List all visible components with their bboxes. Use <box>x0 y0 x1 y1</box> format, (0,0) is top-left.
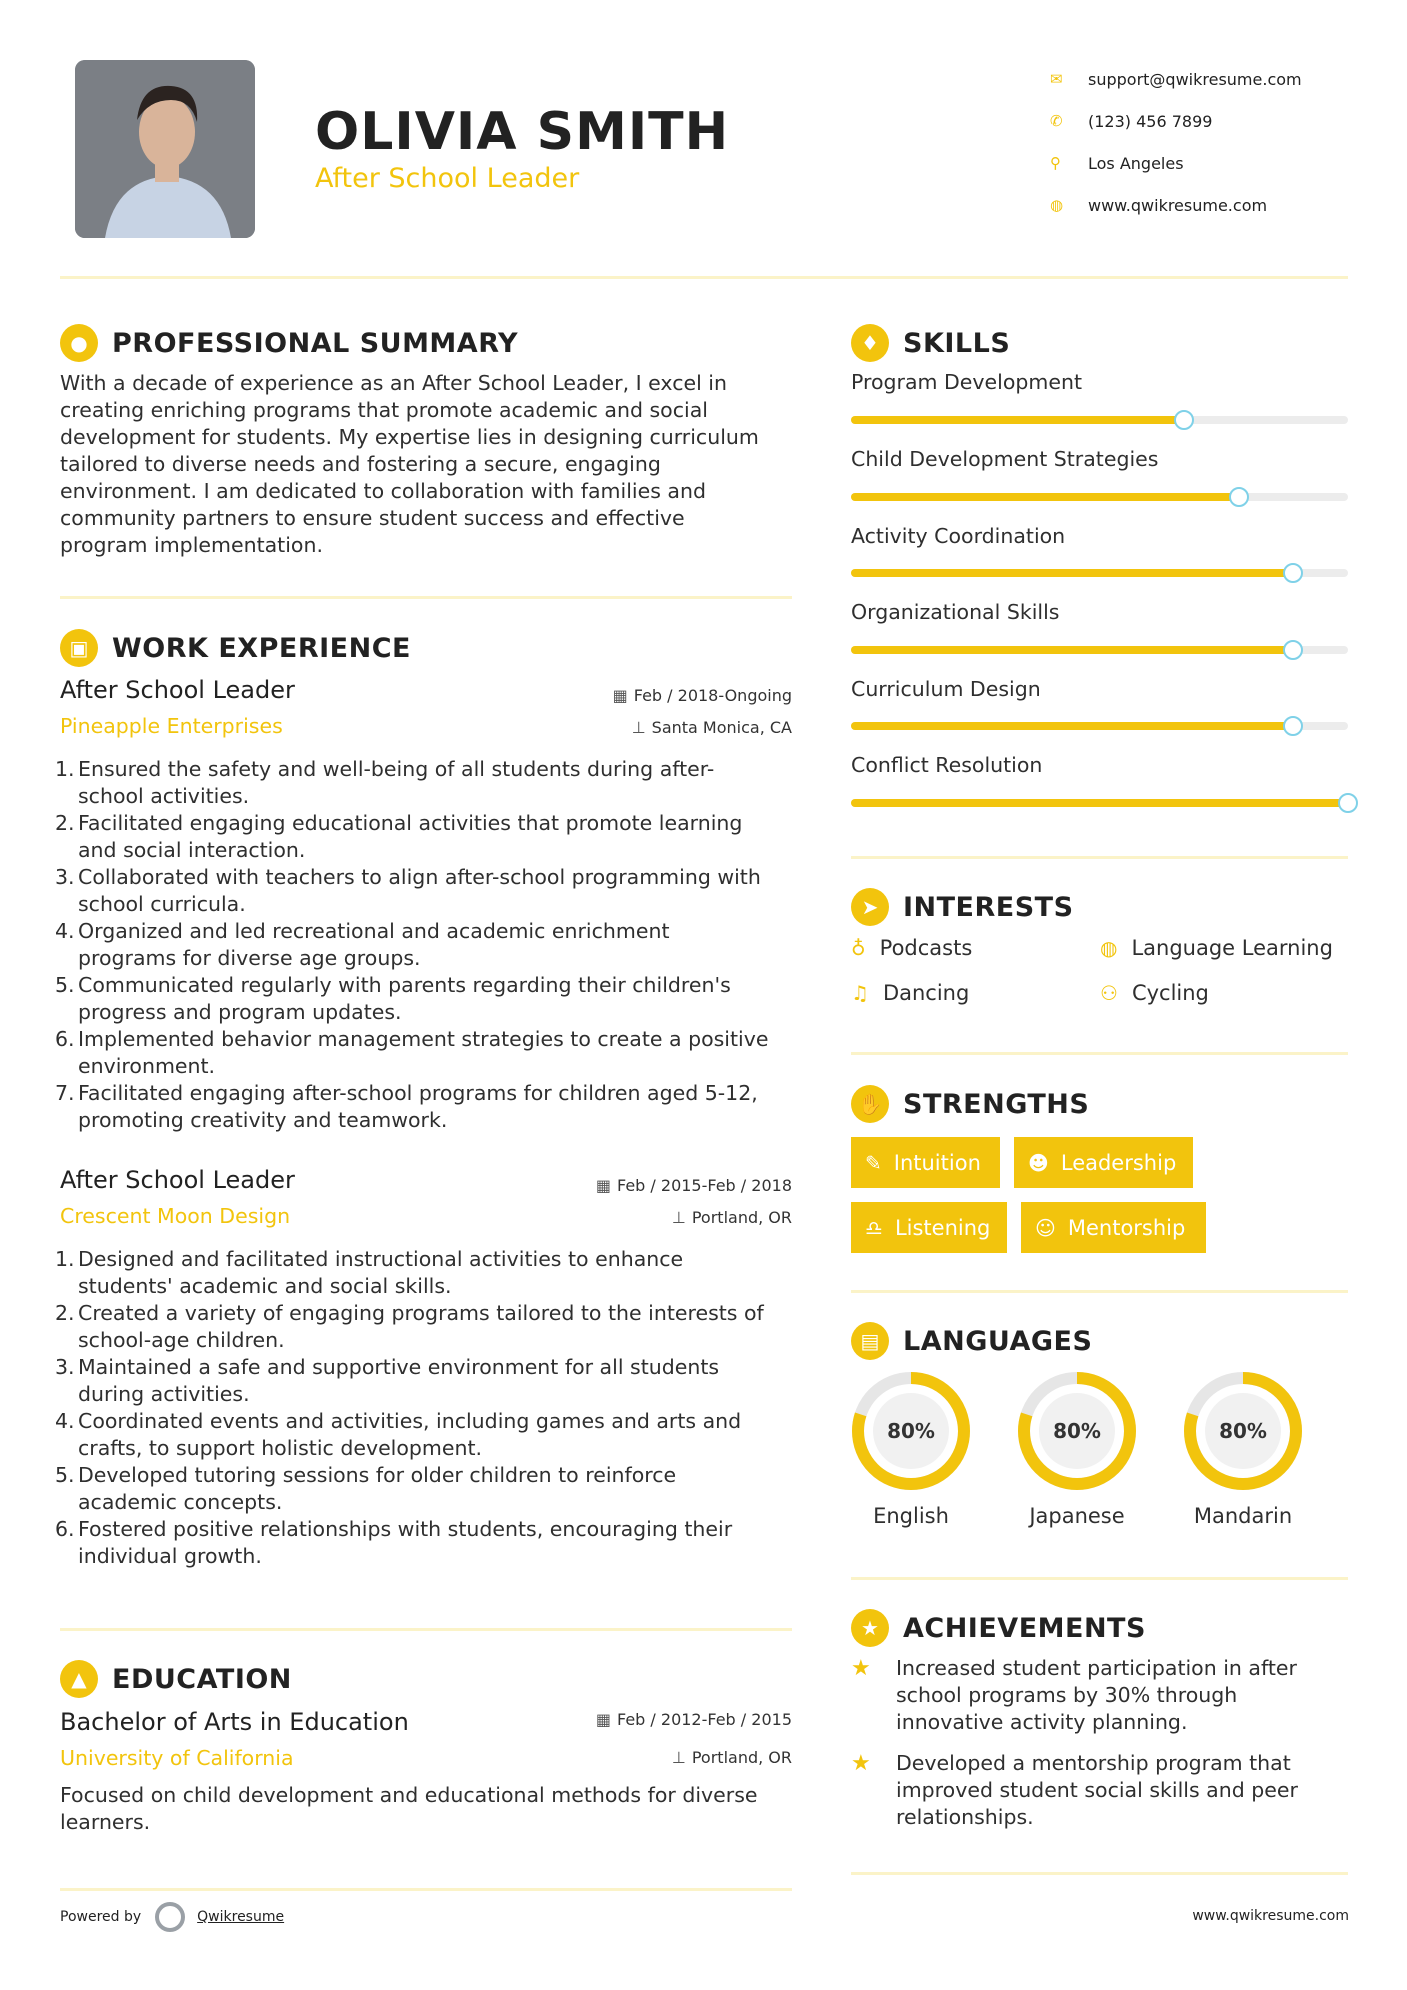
calendar-icon: ▦ <box>595 1176 611 1195</box>
magic-wand-icon: ✎ <box>865 1150 882 1175</box>
list-item: 7. Facilitated engaging after-school programs for children aged 5-12, promoting creativity and teamwork. <box>55 1081 758 1132</box>
envelope-icon: ✉ <box>1050 70 1063 88</box>
microphone-icon: ♁ <box>851 936 866 960</box>
interest-item: ◍ Language Learning <box>1100 936 1333 960</box>
skill-bar <box>851 569 1348 577</box>
skill-name: Conflict Resolution <box>851 753 1043 777</box>
calendar-icon: ▦ <box>595 1710 611 1729</box>
globe-icon: ◍ <box>1100 936 1118 960</box>
achievements-heading: ★ ACHIEVEMENTS <box>851 1609 1146 1647</box>
education-location: ⊥ Portland, OR <box>671 1748 792 1767</box>
experience-heading: ▣ WORK EXPERIENCE <box>60 629 411 667</box>
qwikresume-link[interactable]: Qwikresume <box>197 1909 285 1925</box>
footer-powered-by: Powered by Qwikresume <box>60 1902 284 1932</box>
job-2-location: ⊥ Portland, OR <box>671 1208 792 1227</box>
interest-item: ♫ Dancing <box>851 981 970 1005</box>
graduation-icon: ▲ <box>60 1660 98 1698</box>
experience-divider <box>60 1628 792 1631</box>
profile-photo <box>75 60 255 238</box>
interest-item: ⚇ Cycling <box>1100 981 1209 1005</box>
strength-tag: ☻ Leadership <box>1014 1137 1193 1188</box>
job-2-date: ▦ Feb / 2015-Feb / 2018 <box>595 1176 792 1195</box>
skill-bar-fill <box>851 799 1348 807</box>
languages-divider <box>851 1577 1348 1580</box>
contact-list <box>1050 58 1302 226</box>
strengths-heading: ✋ STRENGTHS <box>851 1085 1089 1123</box>
language-name: Mandarin <box>1193 1504 1293 1528</box>
contact-website[interactable]: ◍ www.qwikresume.com <box>1050 195 1268 215</box>
language-percent: 80% <box>1219 1419 1267 1443</box>
interests-heading: ➤ INTERESTS <box>851 888 1074 926</box>
users-icon: ☻ <box>1028 1150 1049 1175</box>
list-item: 6. Implemented behavior management strategies to create a positive environment. <box>55 1027 769 1078</box>
list-item: 3. Maintained a safe and supportive environment for all students during activities. <box>55 1355 720 1406</box>
list-item: 5. Communicated regularly with parents regarding their children's progress and program updates. <box>55 973 731 1024</box>
education-school: University of California <box>60 1746 294 1770</box>
education-heading: ▲ EDUCATION <box>60 1660 292 1698</box>
star-icon: ★ <box>851 1609 889 1647</box>
list-item: 1. Designed and facilitated instructional activities to enhance students' academic and social skills. <box>55 1247 684 1298</box>
star-icon: ★ <box>851 1656 871 1681</box>
skill-bar-fill <box>851 416 1184 424</box>
skill-bar-knob <box>1229 487 1249 507</box>
list-item: 4. Coordinated events and activities, including games and arts and crafts, to support holistic development. <box>55 1409 742 1460</box>
briefcase-icon: ▣ <box>60 629 98 667</box>
candidate-title: After School Leader <box>315 163 580 194</box>
skill-bar-knob <box>1338 793 1358 813</box>
qwikresume-logo-icon <box>155 1902 185 1932</box>
strength-tag: ☺ Mentorship <box>1021 1202 1206 1253</box>
language-percent: 80% <box>887 1419 935 1443</box>
skill-bar <box>851 799 1348 807</box>
skill-name: Organizational Skills <box>851 600 1060 624</box>
skill-name: Activity Coordination <box>851 524 1066 548</box>
summary-text: With a decade of experience as an After School Leader, I excel in creating enriching programs that promote academic and social development for students. My expertise lies in designing curriculum tailored to diverse needs and fostering a secure, engaging environment. I am dedicated to collaboration with families and community partners to ensure student success and effective program implementation. <box>60 371 759 557</box>
skills-divider <box>851 856 1348 859</box>
strength-tag: ✎ Intuition <box>851 1137 1000 1188</box>
skill-bar <box>851 493 1348 501</box>
list-item: 1. Ensured the safety and well-being of all students during after- school activities. <box>55 757 715 808</box>
skill-bar-knob <box>1283 716 1303 736</box>
calendar-icon: ▦ <box>612 686 628 705</box>
list-item: 4. Organized and led recreational and academic enrichment programs for diverse age groups. <box>55 919 670 970</box>
skill-bar-fill <box>851 569 1293 577</box>
interests-divider <box>851 1052 1348 1055</box>
globe-icon: ◍ <box>1050 196 1064 214</box>
education-description: Focused on child development and educational methods for diverse learners. <box>60 1783 758 1834</box>
skills-heading: ♦ SKILLS <box>851 324 1010 362</box>
interest-item: ♁ Podcasts <box>851 936 973 960</box>
language-name: English <box>873 1504 949 1528</box>
skill-name: Child Development Strategies <box>851 447 1159 471</box>
pin-icon: ⊥ <box>631 718 646 737</box>
star-icon: ★ <box>851 1751 871 1776</box>
language-japanese <box>1016 1370 1138 1528</box>
list-item: 2. Facilitated engaging educational activities that promote learning and social interaction. <box>55 811 743 862</box>
language-name: Japanese <box>1029 1504 1125 1528</box>
education-date: ▦ Feb / 2012-Feb / 2015 <box>595 1710 792 1729</box>
languages-heading: ▤ LANGUAGES <box>851 1322 1092 1360</box>
skill-bar-fill <box>851 646 1293 654</box>
skill-bar <box>851 722 1348 730</box>
job-1-title: After School Leader <box>60 676 295 704</box>
lightbulb-icon: ♦ <box>851 324 889 362</box>
job-2-company: Crescent Moon Design <box>60 1204 291 1228</box>
footer-divider-right <box>851 1872 1348 1875</box>
strengths-divider <box>851 1290 1348 1293</box>
bicycle-icon: ⚇ <box>1100 981 1118 1005</box>
user-plus-icon: ☺ <box>1035 1215 1056 1240</box>
language-english <box>850 1370 972 1528</box>
job-1-company: Pineapple Enterprises <box>60 714 283 738</box>
strength-tag: ♎ Listening <box>851 1202 1007 1253</box>
skill-bar-knob <box>1283 640 1303 660</box>
summary-divider <box>60 596 792 599</box>
footer-divider-left <box>60 1888 792 1891</box>
job-2-duties <box>55 1246 795 1570</box>
map-pin-icon: ⚲ <box>1050 154 1061 172</box>
language-mandarin <box>1182 1370 1304 1528</box>
language-percent: 80% <box>1053 1419 1101 1443</box>
user-icon: ● <box>60 324 98 362</box>
pin-icon: ⊥ <box>671 1748 686 1767</box>
skill-bar-knob <box>1283 563 1303 583</box>
list-item: 6. Fostered positive relationships with students, encouraging their individual growth. <box>55 1517 733 1568</box>
summary-heading: ● PROFESSIONAL SUMMARY <box>60 324 518 362</box>
achievement-item: ★ Developed a mentorship program that improved student social skills and peer relationships. <box>851 1751 1298 1829</box>
music-note-icon: ♫ <box>851 981 869 1005</box>
paper-plane-icon: ➤ <box>851 888 889 926</box>
skill-bar <box>851 416 1348 424</box>
job-1-date: ▦ Feb / 2018-Ongoing <box>612 686 792 705</box>
skill-bar-fill <box>851 722 1293 730</box>
pin-icon: ⊥ <box>671 1208 686 1227</box>
footer-website-link[interactable]: www.qwikresume.com <box>1192 1908 1349 1924</box>
phone-icon: ✆ <box>1050 112 1063 130</box>
hand-icon: ✋ <box>851 1085 889 1123</box>
skill-name: Curriculum Design <box>851 677 1041 701</box>
contact-phone[interactable]: ✆ (123) 456 7899 <box>1050 111 1213 131</box>
contact-email[interactable]: ✉ support@qwikresume.com <box>1050 69 1302 89</box>
headphones-icon: ♎ <box>865 1215 883 1240</box>
candidate-name: OLIVIA SMITH <box>315 102 730 162</box>
skill-bar-fill <box>851 493 1239 501</box>
list-item: 5. Developed tutoring sessions for older children to reinforce academic concepts. <box>55 1463 677 1514</box>
header-divider <box>60 276 1348 279</box>
language-icon: ▤ <box>851 1322 889 1360</box>
job-1-duties <box>55 756 795 1134</box>
list-item: 2. Created a variety of engaging programs tailored to the interests of school-age children. <box>55 1301 764 1352</box>
contact-location: ⚲ Los Angeles <box>1050 153 1184 173</box>
list-item: 3. Collaborated with teachers to align after-school programming with school curricula. <box>55 865 761 916</box>
achievement-item: ★ Increased student participation in after school programs by 30% through innovative activity planning. <box>851 1656 1297 1734</box>
education-degree: Bachelor of Arts in Education <box>60 1708 409 1736</box>
job-2-title: After School Leader <box>60 1166 295 1194</box>
skill-bar <box>851 646 1348 654</box>
job-1-location: ⊥ Santa Monica, CA <box>631 718 792 737</box>
skill-bar-knob <box>1174 410 1194 430</box>
skill-name: Program Development <box>851 370 1083 394</box>
